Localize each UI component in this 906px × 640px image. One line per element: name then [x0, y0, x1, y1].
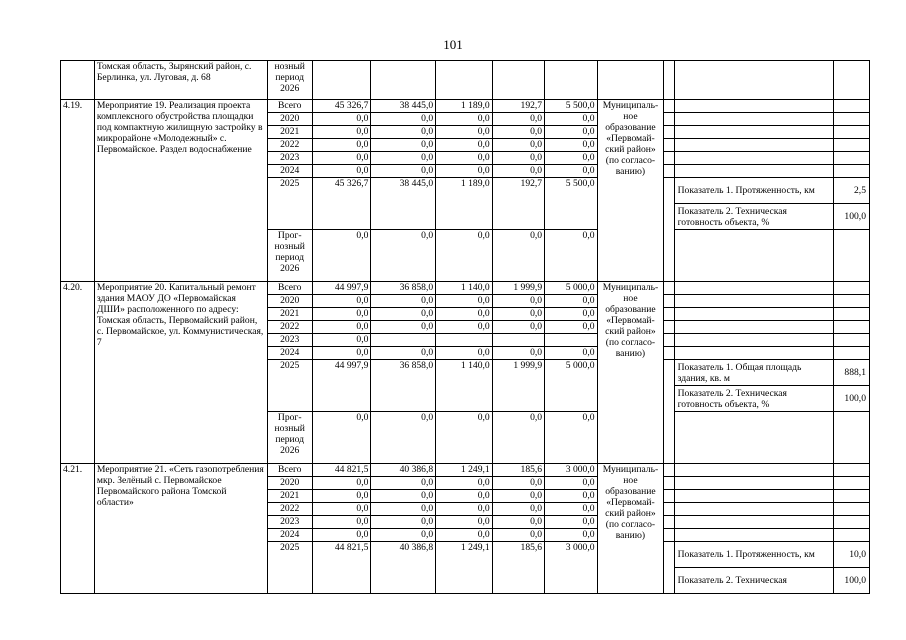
value-cell: 0,0	[436, 165, 493, 178]
indicator-blank-value-cell	[833, 139, 869, 152]
value-cell: 1 249,1	[436, 542, 493, 594]
value-cell: 0,0	[371, 477, 436, 490]
year-cell: 2024	[267, 347, 312, 360]
value-cell: 0,0	[312, 139, 371, 152]
indicator-blank-value-cell	[833, 113, 869, 126]
value-cell: 0,0	[436, 490, 493, 503]
year-cell: 2025	[267, 178, 312, 230]
indicator-blank-value-cell	[833, 165, 869, 178]
spacer-cell	[664, 308, 674, 321]
responsible-cell: Муниципаль-ное образование «Первомай-ский район» (по согласо-ванию)	[597, 100, 664, 282]
indicator-value: 2,5	[834, 178, 869, 204]
value-cell: 45 326,7	[312, 100, 371, 113]
indicator-label-cell	[674, 542, 833, 594]
value-cell: 40 386,8	[371, 542, 436, 594]
indicator-blank-cell	[674, 165, 833, 178]
value-cell: 0,0	[371, 295, 436, 308]
spacer-cell	[664, 516, 674, 529]
event-name-cell: Мероприятие 19. Реализация проекта комплексного обустройства площадки под компактную жилищную застройку в микрорайоне «Молодежный» с. Первомайское. Раздел водоснабжение	[94, 100, 267, 282]
value-cell: 45 326,7	[312, 178, 371, 230]
year-cell: Всего	[267, 464, 312, 477]
value-cell: 1 189,0	[436, 100, 493, 113]
event-name-cell: Мероприятие 21. «Сеть газопотребления мкр. Зелёный с. Первомайское Первомайского района Томской области»	[94, 464, 267, 594]
value-cell: 0,0	[371, 113, 436, 126]
indicator-label-cell	[674, 178, 833, 230]
value-cell: 0,0	[436, 295, 493, 308]
page-number: 101	[443, 37, 463, 52]
value-cell: 0,0	[492, 529, 544, 542]
value-cell: 0,0	[436, 347, 493, 360]
value-cell: 0,0	[371, 529, 436, 542]
indicator-blank-value-cell	[833, 126, 869, 139]
year-cell: 2021	[267, 126, 312, 139]
value-cell: 0,0	[371, 412, 436, 464]
spacer-cell	[664, 126, 674, 139]
value-cell: 1 140,0	[436, 360, 493, 412]
year-cell: 2021	[267, 490, 312, 503]
spacer-cell	[664, 321, 674, 334]
value-cell: 0,0	[312, 477, 371, 490]
indicator-value-cell	[833, 178, 869, 230]
spacer-cell	[664, 503, 674, 516]
indicator-blank-cell	[674, 152, 833, 165]
indicator-label: Показатель 1. Протяженность, км	[675, 178, 833, 204]
value-cell	[371, 334, 436, 347]
year-cell: 2020	[267, 477, 312, 490]
value-cell: 0,0	[492, 516, 544, 529]
value-cell: 0,0	[312, 490, 371, 503]
spacer-cell	[664, 295, 674, 308]
indicator-blank-value-cell	[833, 347, 869, 360]
value-cell: 0,0	[312, 347, 371, 360]
indicator-blank-cell	[674, 490, 833, 503]
value-cell: 0,0	[492, 321, 544, 334]
value-cell: 0,0	[436, 152, 493, 165]
value-cell: 5 000,0	[545, 282, 597, 295]
value-cell: 0,0	[545, 503, 597, 516]
value-cell: 0,0	[492, 503, 544, 516]
value-cell: 0,0	[436, 113, 493, 126]
spacer-cell	[664, 139, 674, 152]
value-cell: 0,0	[436, 230, 493, 282]
year-cell: нозный период 2026	[267, 61, 312, 100]
value-cell: 1 999,9	[492, 282, 544, 295]
value-cell: 0,0	[545, 152, 597, 165]
value-cell: 0,0	[492, 165, 544, 178]
event-name-cell: Мероприятие 20. Капитальный ремонт здания МАОУ ДО «Первомайская ДШИ» расположенного по адресу: Томская область, Первомайский район, с. Первомайское, ул. Коммунистическая, 7	[94, 282, 267, 464]
value-cell: 0,0	[492, 412, 544, 464]
value-cell: 0,0	[312, 152, 371, 165]
year-cell: Прог-нозный период 2026	[267, 230, 312, 282]
indicator-value: 100,0	[844, 575, 866, 586]
indicator-blank-value-cell	[833, 152, 869, 165]
indicator-blank-cell	[674, 347, 833, 360]
value-cell: 0,0	[436, 412, 493, 464]
indicator-blank-value-cell	[833, 490, 869, 503]
value-cell: 0,0	[492, 139, 544, 152]
value-cell: 40 386,8	[371, 464, 436, 477]
value-cell: 0,0	[312, 230, 371, 282]
value-cell: 0,0	[312, 308, 371, 321]
value-cell: 0,0	[492, 347, 544, 360]
table-row	[61, 282, 870, 295]
indicator-blank-value-cell	[833, 503, 869, 516]
indicator-blank-value-cell	[833, 412, 869, 464]
value-cell: 3 000,0	[545, 542, 597, 594]
value-cell: 0,0	[312, 412, 371, 464]
value-cell: 0,0	[492, 126, 544, 139]
year-cell: 2023	[267, 334, 312, 347]
year-cell: 2024	[267, 529, 312, 542]
indicator-value: 10,0	[834, 542, 869, 568]
indicator-value: 888,1	[834, 360, 869, 386]
value-cell: 0,0	[312, 503, 371, 516]
indicator-label-cell	[674, 360, 833, 412]
value-cell: 185,6	[492, 464, 544, 477]
value-cell: 185,6	[492, 542, 544, 594]
spacer-cell	[664, 490, 674, 503]
value-cell	[436, 334, 493, 347]
year-cell: 2022	[267, 139, 312, 152]
indicator-blank-value-cell	[833, 477, 869, 490]
year-cell: 2025	[267, 360, 312, 412]
value-cell: 0,0	[436, 503, 493, 516]
spacer-cell	[664, 464, 674, 477]
table-row	[61, 100, 870, 113]
value-cell: 44 821,5	[312, 464, 371, 477]
value-cell: 0,0	[371, 308, 436, 321]
indicator-label: Показатель 2. Техническая	[677, 575, 787, 586]
value-cell: 5 500,0	[545, 178, 597, 230]
value-cell: 0,0	[545, 139, 597, 152]
indicator-label: Показатель 2. Техническая готовность объекта, %	[677, 205, 787, 228]
value-cell: 0,0	[371, 490, 436, 503]
indicator-blank-cell	[674, 477, 833, 490]
value-cell: 0,0	[545, 165, 597, 178]
table-row	[61, 61, 870, 100]
year-cell: 2020	[267, 113, 312, 126]
spacer-cell	[664, 477, 674, 490]
value-cell: 0,0	[492, 152, 544, 165]
indicator-blank-value-cell	[833, 321, 869, 334]
value-cell: 1 999,9	[492, 360, 544, 412]
spacer-cell	[664, 334, 674, 347]
value-cell: 0,0	[436, 126, 493, 139]
year-cell: 2022	[267, 321, 312, 334]
value-cell: 0,0	[492, 308, 544, 321]
value-cell: 0,0	[436, 321, 493, 334]
indicator-blank-value-cell	[833, 334, 869, 347]
value-cell: 192,7	[492, 100, 544, 113]
indicator-value-cell	[833, 360, 869, 412]
value-cell: 0,0	[312, 295, 371, 308]
indicator-blank-cell	[674, 412, 833, 464]
value-cell: 0,0	[492, 490, 544, 503]
value-cell: 0,0	[371, 516, 436, 529]
year-cell: 2025	[267, 542, 312, 594]
value-cell: 0,0	[312, 334, 371, 347]
value-cell: 0,0	[312, 516, 371, 529]
value-cell: 38 445,0	[371, 100, 436, 113]
indicator-blank-cell	[674, 295, 833, 308]
value-cell: 5 000,0	[545, 360, 597, 412]
year-cell: Прог-нозный период 2026	[267, 412, 312, 464]
indicator-blank-cell	[674, 126, 833, 139]
value-cell: 1 140,0	[436, 282, 493, 295]
value-cell: 192,7	[492, 178, 544, 230]
value-cell: 0,0	[545, 412, 597, 464]
indicator-blank-cell	[674, 100, 833, 113]
value-cell: 1 249,1	[436, 464, 493, 477]
program-table	[60, 60, 870, 594]
year-cell: 2023	[267, 152, 312, 165]
indicator-label: Показатель 1. Протяженность, км	[675, 542, 833, 568]
indicator-blank-value-cell	[833, 516, 869, 529]
value-cell: 38 445,0	[371, 178, 436, 230]
indicator-blank-value-cell	[833, 230, 869, 282]
index-cell: 4.19.	[61, 100, 95, 282]
value-cell: 0,0	[545, 321, 597, 334]
responsible-cell: Муниципаль-ное образование «Первомай-ский район» (по согласо-ванию)	[597, 282, 664, 464]
value-cell: 0,0	[371, 230, 436, 282]
responsible-cell: Муниципаль-ное образование «Первомай-ский район» (по согласо-ванию)	[597, 464, 664, 594]
indicator-blank-value-cell	[833, 529, 869, 542]
value-cell: 0,0	[545, 113, 597, 126]
year-cell: 2020	[267, 295, 312, 308]
value-cell: 0,0	[545, 230, 597, 282]
value-cell: 0,0	[436, 139, 493, 152]
indicator-blank-cell	[674, 139, 833, 152]
value-cell: 0,0	[492, 295, 544, 308]
indicator-blank-value-cell	[833, 282, 869, 295]
value-cell: 0,0	[545, 490, 597, 503]
value-cell: 0,0	[312, 113, 371, 126]
year-cell: 2023	[267, 516, 312, 529]
indicator-blank-value-cell	[833, 464, 869, 477]
value-cell: 0,0	[492, 113, 544, 126]
value-cell: 0,0	[436, 308, 493, 321]
value-cell: 0,0	[312, 321, 371, 334]
value-cell: 0,0	[492, 230, 544, 282]
value-cell: 0,0	[371, 139, 436, 152]
value-cell: 0,0	[545, 308, 597, 321]
value-cell: 0,0	[436, 477, 493, 490]
indicator-value-cell	[833, 542, 869, 594]
index-cell: 4.20.	[61, 282, 95, 464]
spacer-cell	[664, 529, 674, 542]
indicator-blank-cell	[674, 230, 833, 282]
indicator-blank-value-cell	[833, 308, 869, 321]
value-cell: 0,0	[436, 516, 493, 529]
indicator-value: 100,0	[844, 393, 866, 404]
value-cell: 0,0	[436, 529, 493, 542]
value-cell	[545, 334, 597, 347]
value-cell: 36 858,0	[371, 360, 436, 412]
value-cell: 0,0	[492, 477, 544, 490]
value-cell	[492, 334, 544, 347]
indicator-blank-value-cell	[833, 295, 869, 308]
spacer-cell	[664, 347, 674, 360]
year-cell: 2024	[267, 165, 312, 178]
value-cell: 36 858,0	[371, 282, 436, 295]
spacer-cell	[664, 282, 674, 295]
value-cell: 0,0	[545, 295, 597, 308]
event-name-cell: Томская область, Зырянский район, с. Берлинка, ул. Луговая, д. 68	[94, 61, 267, 100]
indicator-blank-cell	[674, 321, 833, 334]
year-cell: 2021	[267, 308, 312, 321]
value-cell: 44 821,5	[312, 542, 371, 594]
indicator-label: Показатель 1. Общая площадь здания, кв. м	[675, 360, 833, 386]
indicator-blank-cell	[674, 113, 833, 126]
year-cell: 2022	[267, 503, 312, 516]
value-cell: 0,0	[312, 529, 371, 542]
indicator-label: Показатель 2. Техническая готовность объекта, %	[677, 387, 787, 410]
value-cell: 0,0	[371, 126, 436, 139]
year-cell: Всего	[267, 282, 312, 295]
value-cell: 44 997,9	[312, 360, 371, 412]
spacer-cell	[664, 360, 674, 464]
indicator-blank-cell	[674, 529, 833, 542]
spacer-cell	[664, 113, 674, 126]
value-cell: 44 997,9	[312, 282, 371, 295]
index-cell: 4.21.	[61, 464, 95, 594]
indicator-blank-cell	[674, 516, 833, 529]
indicator-blank-cell	[674, 464, 833, 477]
indicator-blank-cell	[674, 282, 833, 295]
value-cell: 0,0	[312, 126, 371, 139]
indicator-blank-cell	[674, 308, 833, 321]
indicator-blank-cell	[674, 334, 833, 347]
value-cell: 0,0	[545, 126, 597, 139]
value-cell: 0,0	[371, 165, 436, 178]
value-cell: 0,0	[545, 347, 597, 360]
spacer-cell	[664, 152, 674, 165]
indicator-blank-value-cell	[833, 100, 869, 113]
table-row	[61, 464, 870, 477]
value-cell: 0,0	[312, 165, 371, 178]
year-cell: Всего	[267, 100, 312, 113]
value-cell: 0,0	[545, 529, 597, 542]
value-cell: 0,0	[545, 477, 597, 490]
indicator-blank-cell	[674, 503, 833, 516]
value-cell: 0,0	[371, 503, 436, 516]
value-cell: 5 500,0	[545, 100, 597, 113]
spacer-cell	[664, 165, 674, 178]
spacer-cell	[664, 100, 674, 113]
index-cell	[61, 61, 95, 100]
value-cell: 0,0	[371, 321, 436, 334]
value-cell: 3 000,0	[545, 464, 597, 477]
spacer-cell	[664, 178, 674, 282]
value-cell: 0,0	[371, 152, 436, 165]
value-cell: 0,0	[371, 347, 436, 360]
value-cell: 0,0	[545, 516, 597, 529]
value-cell: 1 189,0	[436, 178, 493, 230]
spacer-cell	[664, 542, 674, 594]
indicator-value: 100,0	[844, 211, 866, 222]
